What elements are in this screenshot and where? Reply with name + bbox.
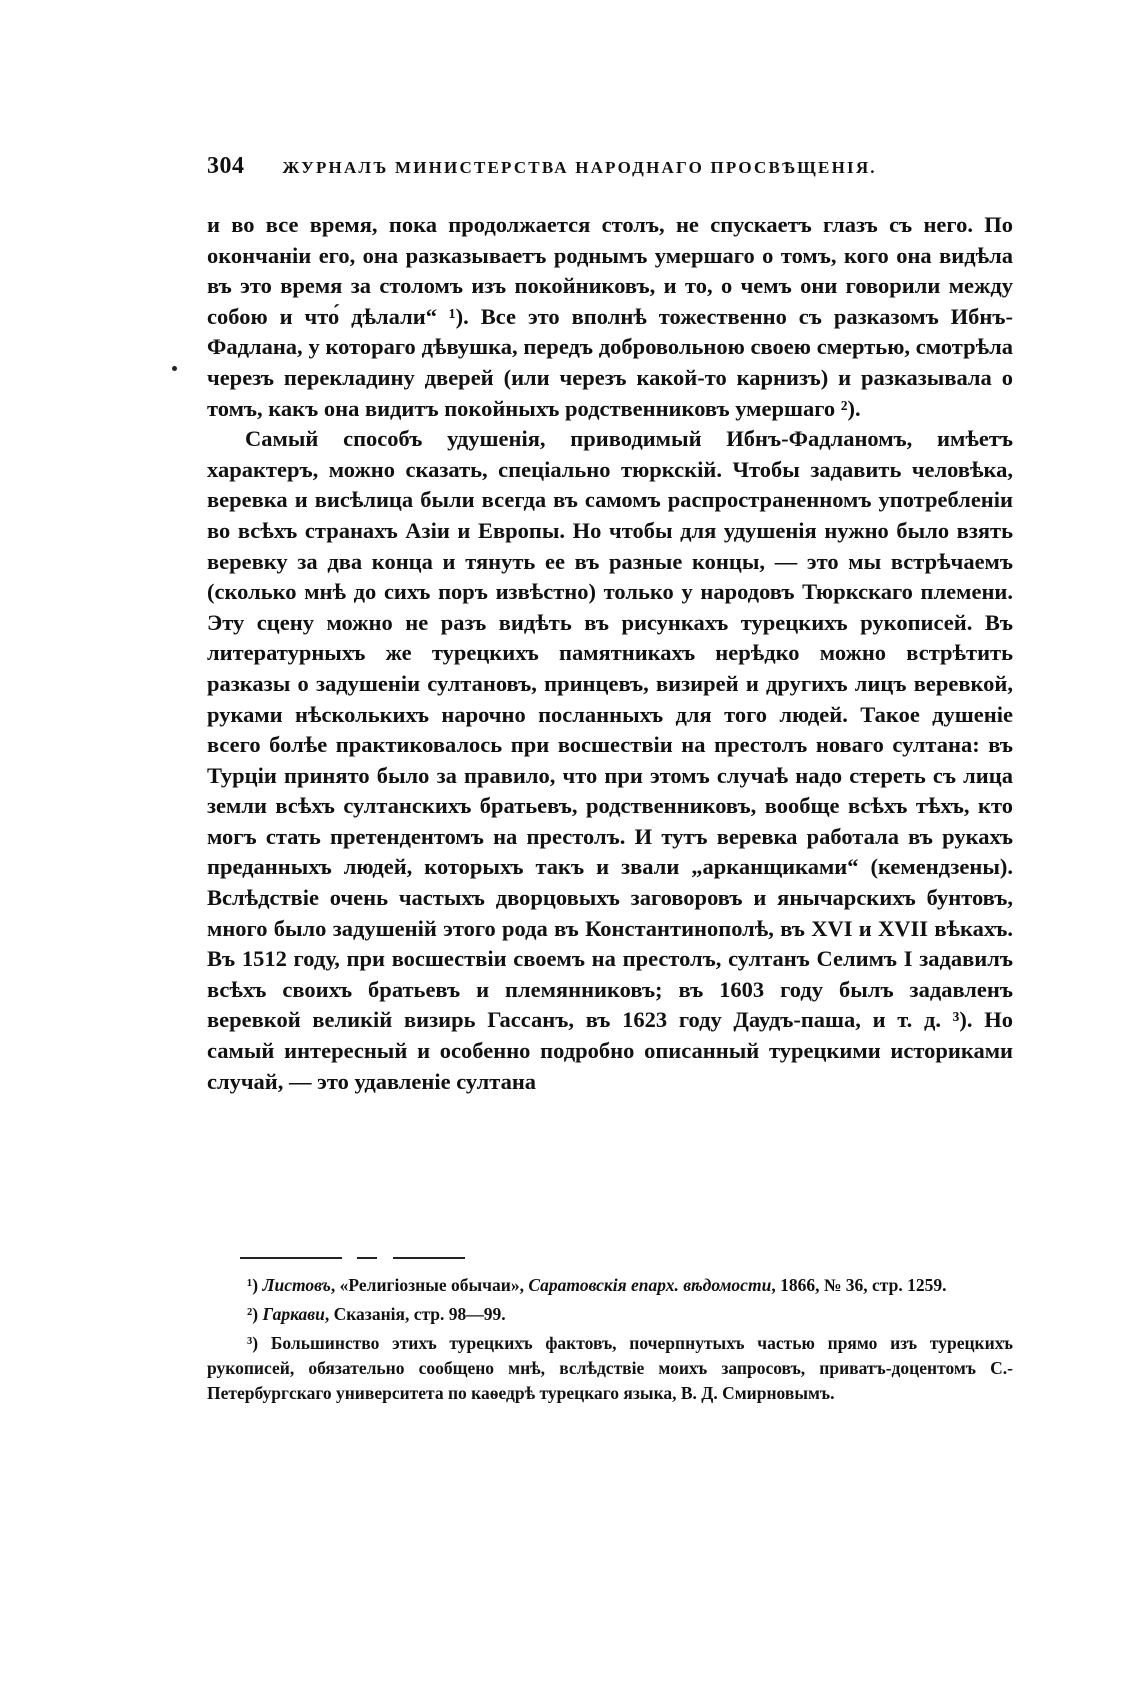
footnote-1-journal: Саратовскія епарх. вѣдомости (528, 1275, 772, 1295)
footnote-2-author: Гаркави (262, 1304, 325, 1324)
margin-mark (172, 366, 177, 371)
paragraph-2: Самый способъ удушенія, приводимый Ибнъ-Фадланомъ, имѣетъ характеръ, можно сказать, спеціально тюркскій. Чтобы задавить человѣка, веревка и висѣлица были всегда въ самомъ распространенномъ употребленіи во всѣхъ странахъ Азіи и Европы. Но чтобы для удушенія нужно было взять веревку за два конца и тянуть ее въ разные концы, — это мы встрѣчаемъ (сколько мнѣ до сихъ поръ извѣстно) только у народовъ Тюркскаго племени. Эту сцену можно не разъ видѣть въ рисункахъ турецкихъ рукописей. Въ литературныхъ же турецкихъ памятникахъ нерѣдко можно встрѣтить разказы о задушеніи султановъ, принцевъ, визирей и другихъ лицъ веревкой, руками нѣсколькихъ нарочно посланныхъ для того людей. Такое душеніе всего болѣе практиковалось при восшествіи на престолъ новаго султана: въ Турціи принято было за правило, что при этомъ случаѣ надо стереть съ лица земли всѣхъ султанскихъ братьевъ, родственниковъ, вообще всѣхъ тѣхъ, кто могъ стать претендентомъ на престолъ. И тутъ веревка работала въ рукахъ преданныхъ людей, которыхъ такъ и звали „арканщиками“ (кемендзены). Вслѣдствіе очень частыхъ дворцовыхъ заговоровъ и янычарскихъ бунтовъ, много было задушеній этого рода въ Константинополѣ, въ XVI и XVII вѣкахъ. Въ 1512 году, при восшествіи своемъ на престолъ, султанъ Селимъ I задавилъ всѣхъ своихъ братьевъ и племянниковъ; въ 1603 году былъ задавленъ веревкой великій визирь Гассанъ, въ 1623 году Даудъ-паша, и т. д. ³). Но самый интересный и особенно подробно описанный турецкими историками случай, — это удавленіе султана (207, 426, 1013, 1094)
footnote-2 (207, 1302, 1013, 1327)
footnote-1 (207, 1273, 1013, 1298)
body-text (207, 210, 1013, 1097)
footnote-1-author: Листовъ (262, 1275, 331, 1295)
footnote-1-rest: , 1866, № 36, стр. 1259. (771, 1275, 947, 1295)
journal-title: ЖУРНАЛЪ МИНИСТЕРСТВА НАРОДНАГО ПРОСВѢЩЕНІЯ. (282, 158, 877, 177)
running-head (207, 153, 1017, 193)
footnote-3-text: Большинство этихъ турецкихъ фактовъ, почерпнутыхъ частью прямо изъ турецкихъ рукописей, обязательно сообщено мнѣ, вслѣдствіе моихъ запросовъ, приватъ-доцентомъ С.-Петербургскаго университета по каѳедрѣ турецкаго языка, В. Д. Смирновымъ. (207, 1333, 1014, 1403)
footnotes (207, 1273, 1013, 1410)
footnote-3 (207, 1331, 1013, 1406)
footnote-3-marker: ³) (247, 1333, 259, 1353)
footnote-2-rest: , Сказанія, стр. 98—99. (324, 1304, 506, 1324)
footnote-2-marker: ²) (247, 1304, 259, 1324)
footnote-1-title: , «Религіозные обычаи», (330, 1275, 529, 1295)
footnote-1-marker: ¹) (247, 1275, 259, 1295)
page-number: 304 (207, 153, 245, 179)
footnote-separator (240, 1254, 465, 1262)
paragraph-1: и во все время, пока продолжается столъ, не спускаетъ глазъ съ него. По окончаніи его, она разказываетъ роднымъ умершаго о томъ, кого она видѣла въ это время за столомъ изъ покойниковъ, и то, о чемъ они говорили между собою и что́ дѣлали“ ¹). Все это вполнѣ тожественно съ разказомъ Ибнъ-Фадлана, у котораго дѣвушка, передъ добровольною своею смертью, смотрѣла черезъ перекладину дверей (или черезъ какой-то карнизъ) и разказывала о томъ, какъ она видитъ покойныхъ родственниковъ умершаго ²). (207, 212, 1013, 421)
